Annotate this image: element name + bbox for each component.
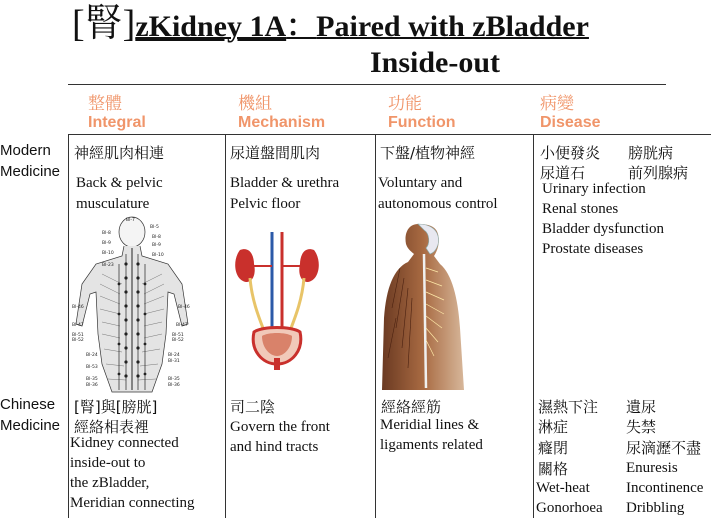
figure-label-l5: Bl-46 — [72, 305, 84, 310]
figure-label-l10: Bl-53 — [86, 365, 98, 370]
chinese-disease-left-en-0: Wet-heat — [536, 480, 590, 496]
header-function-zh: 功能 — [388, 94, 422, 114]
column-divider-4 — [533, 134, 534, 518]
chinese-mechanism-en1: Govern the front — [230, 419, 330, 435]
header-mechanism-en: Mechanism — [238, 114, 326, 131]
modern-disease-en-1: Renal stones — [542, 201, 619, 217]
figure-label-r4: Bl-46 — [178, 305, 190, 310]
figure-label-r9: Bl-31 — [168, 359, 180, 364]
row-label-chinese-1: Chinese — [0, 396, 56, 413]
column-divider-2 — [225, 134, 226, 518]
figure-label-l8: Bl-52 — [72, 338, 84, 343]
chinese-function-en1: Meridial lines & — [380, 417, 480, 433]
header-mechanism-zh: 機組 — [238, 94, 272, 114]
header-integral — [88, 94, 146, 132]
header-integral-zh: 整體 — [88, 94, 122, 114]
back-meridian-figure — [72, 214, 192, 394]
column-divider-1 — [68, 134, 69, 518]
figure-label-l11: Bl-35 — [86, 377, 98, 382]
header-integral-en: Integral — [88, 114, 146, 131]
title-prefix: [腎] — [72, 3, 136, 45]
title-rest: Paired with zBladder — [316, 10, 589, 43]
modern-mechanism-zh: 尿道盤間肌肉 — [230, 144, 321, 162]
title-colon: ： — [286, 10, 317, 43]
chinese-disease-right-en-0: Enuresis — [626, 460, 678, 476]
modern-integral-zh: 神經肌肉相連 — [74, 144, 165, 162]
modern-disease-en-0: Urinary infection — [542, 181, 646, 197]
chinese-function-en2: ligaments related — [380, 437, 483, 453]
modern-function-en2: autonomous control — [378, 196, 498, 212]
figure-label-r1: Bl-8 — [152, 235, 161, 240]
modern-integral-en1: Back & pelvic — [76, 175, 163, 191]
modern-mechanism-en2: Pelvic floor — [230, 196, 301, 212]
modern-mechanism-en1: Bladder & urethra — [230, 175, 340, 191]
page-subtitle: Inside-out — [370, 46, 501, 79]
chinese-disease-right-en-1: Incontinence — [626, 480, 704, 496]
urinary-tract-illustration — [232, 232, 322, 372]
header-disease — [540, 94, 601, 132]
modern-disease-zh1a: 小便發炎 — [540, 144, 601, 162]
row-label-modern — [0, 140, 60, 182]
figure-top-label: Bl-7 — [126, 218, 135, 223]
modern-integral-en2: musculature — [76, 196, 150, 212]
chinese-integral-zh2: 經絡相表裡 — [74, 418, 150, 436]
modern-disease-en-3: Prostate diseases — [542, 241, 644, 257]
chinese-disease-right-1: 失禁 — [626, 418, 657, 436]
chinese-disease-left-en-1: Gonorhoea — [536, 500, 603, 516]
row-label-chinese-2: Medicine — [0, 417, 61, 434]
header-disease-zh: 病變 — [540, 94, 574, 114]
figure-label-l3: Bl-10 — [102, 251, 114, 256]
nervous-system-torso-figure — [378, 218, 468, 390]
figure-label-r10: Bl-35 — [168, 377, 180, 382]
figure-label-r7: Bl-52 — [172, 338, 184, 343]
chinese-function-zh: 經絡經筋 — [381, 398, 442, 416]
chinese-integral-en-2: the zBladder, — [70, 475, 150, 491]
page-title — [72, 2, 589, 49]
figure-label-l1: Bl-8 — [102, 231, 111, 236]
figure-label-r0: Bl-5 — [150, 225, 159, 230]
chinese-integral-en-3: Meridian connecting — [70, 495, 195, 511]
chinese-integral-zh1: [腎]與[膀胱] — [74, 398, 158, 416]
figure-label-l7: Bl-51 — [72, 333, 84, 338]
modern-disease-en-2: Bladder dysfunction — [542, 221, 665, 237]
figure-label-l6: Bl-47 — [72, 323, 84, 328]
figure-label-r6: Bl-51 — [172, 333, 184, 338]
header-rule — [68, 134, 711, 135]
row-label-modern-1: Modern — [0, 142, 51, 159]
figure-label-r3: Bl-10 — [152, 253, 164, 258]
top-rule — [68, 84, 666, 85]
header-function — [388, 94, 456, 132]
row-label-modern-2: Medicine — [0, 163, 61, 180]
modern-function-zh: 下盤/植物神經 — [380, 144, 476, 162]
modern-disease-zh2b: 前列腺病 — [628, 164, 689, 182]
chinese-mechanism-zh: 司二陰 — [230, 398, 276, 416]
column-divider-3 — [375, 134, 376, 518]
chinese-disease-left-3: 關格 — [538, 460, 569, 478]
header-function-en: Function — [388, 114, 456, 131]
modern-disease-zh1b: 膀胱病 — [628, 144, 674, 162]
chinese-disease-left-0: 濕熱下注 — [538, 398, 599, 416]
chinese-disease-right-2: 尿滴瀝不盡 — [626, 439, 702, 457]
figure-label-l12: Bl-36 — [86, 383, 98, 388]
chinese-mechanism-en2: and hind tracts — [230, 439, 319, 455]
chinese-disease-left-1: 淋症 — [538, 418, 569, 436]
figure-label-l2: Bl-9 — [102, 241, 111, 246]
figure-label-l9: Bl-24 — [86, 353, 98, 358]
figure-label-r11: Bl-36 — [168, 383, 180, 388]
chinese-disease-right-en-2: Dribbling — [626, 500, 685, 516]
header-disease-en: Disease — [540, 114, 601, 131]
row-label-chinese — [0, 394, 60, 436]
figure-label-r8: Bl-24 — [168, 353, 180, 358]
modern-disease-zh2a: 尿道石 — [540, 164, 586, 182]
figure-label-l4: Bl-23 — [102, 263, 114, 268]
chinese-disease-right-0: 遺尿 — [626, 398, 657, 416]
chinese-disease-left-2: 癃閉 — [538, 439, 569, 457]
figure-label-r2: Bl-9 — [152, 243, 161, 248]
title-name: zKidney 1A — [135, 10, 287, 43]
chinese-integral-en-1: inside-out to — [70, 455, 146, 471]
chinese-integral-en-0: Kidney connected — [70, 435, 179, 451]
header-mechanism — [238, 94, 325, 132]
modern-function-en1: Voluntary and — [378, 175, 463, 191]
figure-label-r5: Bl-47 — [176, 323, 188, 328]
